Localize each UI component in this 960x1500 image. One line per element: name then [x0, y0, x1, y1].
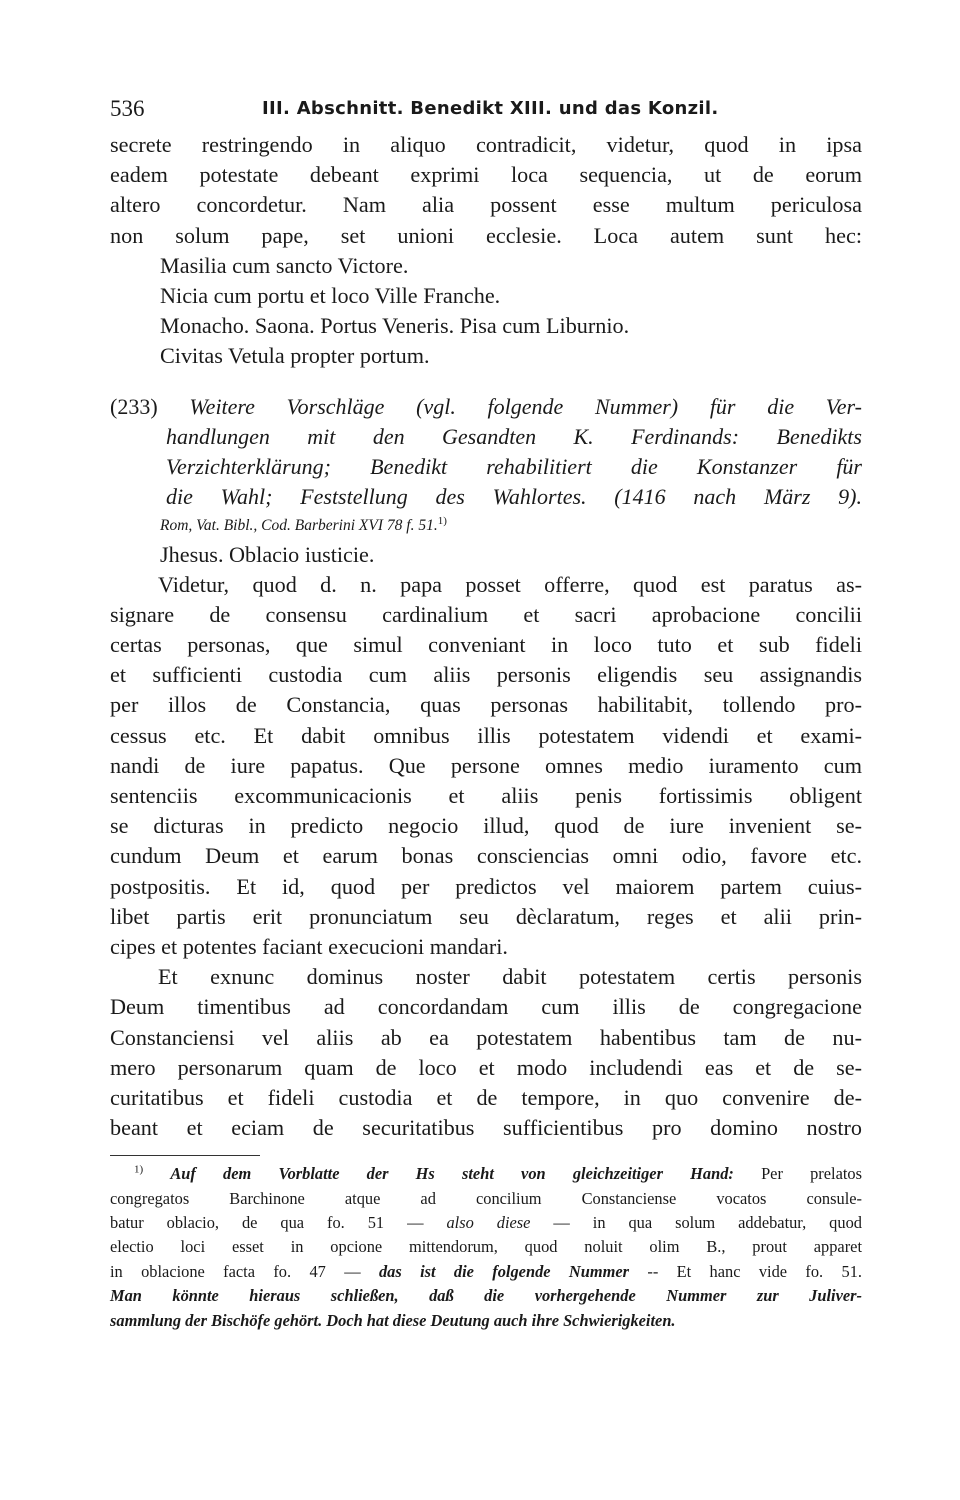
footnote-italic: Auf dem Vorblatte der Hs steht von gleichzeitiger Hand:	[170, 1164, 734, 1184]
footnote-line: Man könnte hieraus schließen, daß die vorhergehende Nummer zur Juliver-	[110, 1286, 862, 1306]
source-reference	[110, 512, 862, 540]
text-line: secrete restringendo in aliquo contradicit, videtur, quod in ipsa	[110, 132, 862, 157]
text-line: non solum pape, set unioni ecclesie. Loca autem sunt hec:	[110, 222, 862, 248]
footnote-line	[110, 1211, 862, 1235]
text-line: mero personarum quam de loco et modo includendi eas et de se-	[110, 1054, 862, 1080]
footnote-line: sammlung der Bischöfe gehört. Doch hat diese Deutung auch ihre Schwierigkeiten.	[110, 1310, 676, 1330]
text-line: nandi de iure papatus. Que persone omnes medio iuramento cum	[110, 752, 862, 778]
text-line: altero concordetur. Nam alia possent esse multum periculosa	[110, 192, 862, 218]
text-line: beant et eciam de securitatibus sufficientibus pro domino nostro	[110, 1115, 862, 1141]
footnote-divider	[110, 1155, 260, 1156]
footnote-line: congregatos Barchinone atque ad concilium Constanciense vocatos consule-	[110, 1188, 862, 1208]
text-line: curitatibus et fideli custodia et de tempore, in quo convenire de-	[110, 1084, 862, 1110]
place-line: Civitas Vetula propter portum.	[160, 343, 430, 369]
footnote-text: in oblacione facta fo. 47 —	[110, 1261, 361, 1281]
text-line: Videtur, quod d. n. papa posset offerre, quod est paratus as-	[158, 571, 862, 597]
text-line: eadem potestate debeant exprimi loca sequencia, ut de eorum	[110, 162, 862, 188]
text-line: libet partis erit pronunciatum seu dèclaratum, reges et alii prin-	[110, 903, 862, 929]
text-line: signare de consensu cardinalium et sacri aprobacione concilii	[110, 601, 862, 627]
footnote-text: -- Et hanc vide fo. 51.	[647, 1261, 862, 1281]
footnote-line: electio loci esset in opcione mittendorum, quod noluit olim B., prout apparet	[110, 1237, 862, 1257]
footnote-text: — in qua solum addebatur, quod	[553, 1213, 862, 1233]
document-body	[110, 540, 862, 1144]
text-line: postpositis. Et id, quod per predictos vel maiorem partem cuius-	[110, 873, 862, 899]
text-line: cipes et potentes faciant execucioni mandari.	[110, 933, 508, 959]
page-number: 536	[110, 96, 145, 121]
text-line: Et exnunc dominus noster dabit potestatem certis personis	[158, 964, 862, 990]
text-line: cessus etc. Et dabit omnibus illis potestatem videndi et exami-	[110, 722, 862, 748]
footnote-mark: 1)	[134, 1163, 144, 1176]
footnote-line	[110, 1260, 862, 1284]
heading-line: die Wahl; Feststellung des Wahlortes. (1416 nach März 9).	[166, 483, 862, 509]
heading-line: handlungen mit den Gesandten K. Ferdinands: Benedikts	[166, 423, 862, 449]
running-title: III. Abschnitt. Benedikt XIII. und das Konzil.	[262, 98, 719, 119]
intro-text	[110, 130, 862, 372]
book-page	[110, 96, 862, 1333]
footnote-italic: das ist die folgende Nummer	[378, 1261, 629, 1281]
footnote	[110, 1162, 862, 1333]
section-heading	[110, 392, 862, 512]
text-line: sentenciis excommunicacionis et aliis penis fortissimis obligent	[110, 783, 862, 808]
heading-line	[110, 392, 862, 422]
text-line: cundum Deum et earum bonas consciencias omni odio, favore etc.	[110, 843, 862, 869]
place-line: Monacho. Saona. Portus Veneris. Pisa cum Liburnio.	[160, 313, 630, 339]
heading-line: Verzichterklärung; Benedikt rehabilitiert die Konstanzer für	[166, 453, 862, 479]
text-line: certas personas, que simul conveniant in loco tuto et sub fideli	[110, 632, 862, 658]
footnote-ref: 1)	[437, 514, 447, 527]
running-head	[110, 96, 862, 130]
document-number: (233)	[110, 393, 158, 419]
text-line: et sufficienti custodia cum aliis personis eligendis seu assignandis	[110, 662, 862, 688]
place-line: Nicia cum portu et loco Ville Franche.	[160, 282, 501, 308]
source-text: Rom, Vat. Bibl., Cod. Barberini XVI 78 f. 51.	[160, 516, 438, 534]
text-line: Deum timentibus ad concordandam cum illis de congregacione	[110, 994, 862, 1020]
text-line: se dicturas in predicto negocio illud, quod de iure invenient se-	[110, 813, 862, 839]
text-line: Constanciensi vel aliis ab ea potestatem habentibus tam de nu-	[110, 1024, 862, 1050]
text-line: per illos de Constancia, quas personas habilitabit, tollendo pro-	[110, 692, 862, 718]
heading-text: Weitere Vorschläge (vgl. folgende Nummer) für die Ver-	[189, 393, 863, 419]
footnote-text: Per prelatos	[761, 1164, 862, 1184]
footnote-italic: also diese	[446, 1213, 531, 1233]
opening-line: Jhesus. Oblacio iusticie.	[160, 541, 375, 567]
footnote-text: batur oblacio, de qua fo. 51 —	[110, 1213, 424, 1233]
footnote-line	[110, 1162, 862, 1186]
place-line: Masilia cum sancto Victore.	[160, 252, 409, 278]
